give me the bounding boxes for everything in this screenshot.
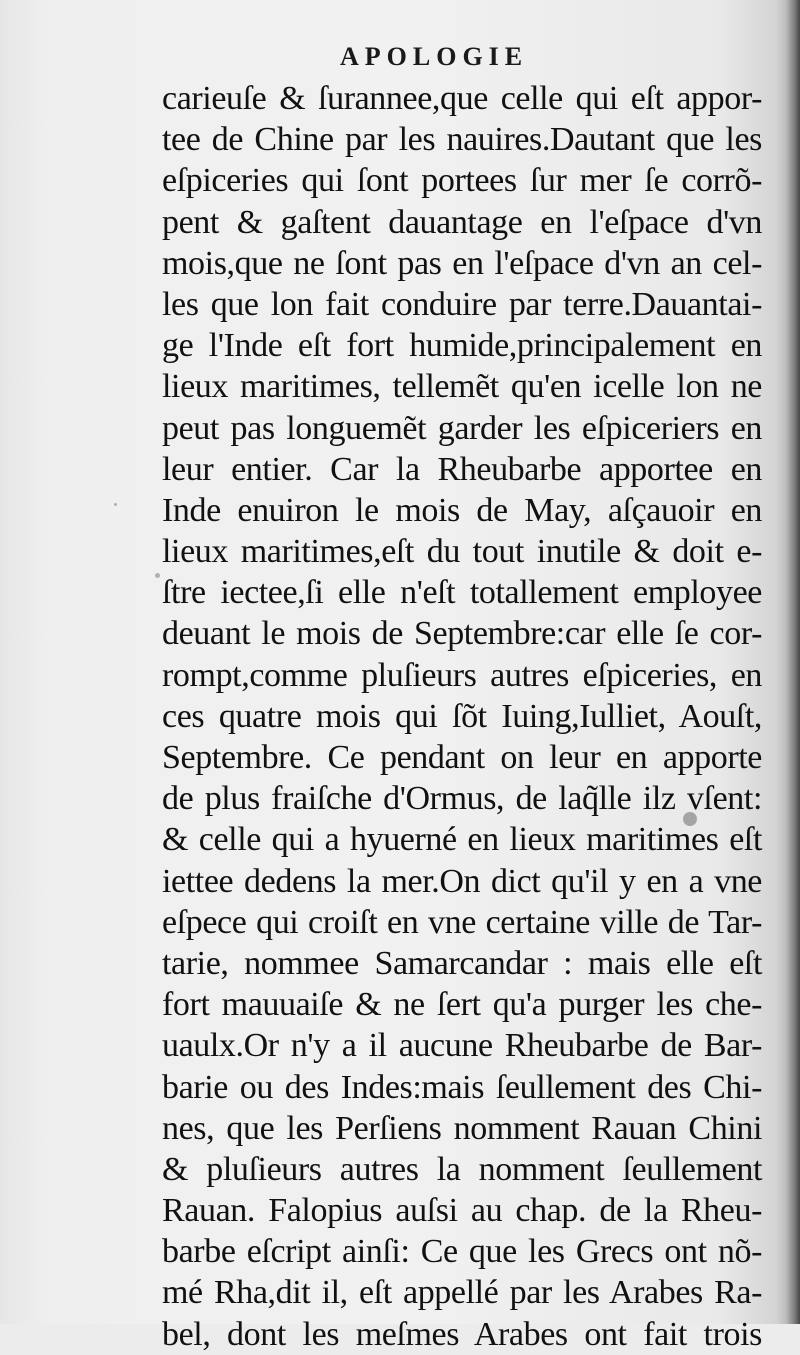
- text-line: Septembre. Ce pendant on leur en apporte: [162, 739, 762, 776]
- text-line: fort mauuaiſe & ne ſert qu'a purger les che-: [162, 986, 762, 1024]
- text-line: barbe eſcript ainſi: Ce que les Grecs ont nõ-: [162, 1233, 762, 1271]
- ink-speck: [683, 812, 697, 826]
- body-text: [162, 78, 762, 1355]
- text-line: eſpiceries qui ſont portees ſur mer ſe corrõ-: [162, 162, 762, 200]
- text-line: de plus fraiſche d'Ormus, de laq̃lle ilz vſent:: [162, 780, 762, 818]
- text-line: barie ou des Indes:mais ſeullement des Chi-: [162, 1068, 762, 1106]
- text-line: les que lon fait conduire par terre.Dauantai-: [162, 285, 762, 323]
- ink-speck: [155, 573, 160, 578]
- text-line: Inde enuiron le mois de May, aſçauoir en: [162, 491, 762, 529]
- text-line: tee de Chine par les nauires.Dautant que les: [162, 121, 762, 159]
- text-line: nes, que les Perſiens nomment Rauan Chini: [162, 1109, 762, 1147]
- text-line: lieux maritimes, tellemẽt qu'en icelle lon ne: [162, 368, 762, 406]
- text-line: iettee dedens la mer.On dict qu'il y en a vne: [162, 862, 762, 900]
- page-edge-shadow: [786, 0, 800, 1324]
- running-head: APOLOGIE: [340, 42, 529, 71]
- text-line: pent & gaſtent dauantage en l'eſpace d'vn: [162, 203, 762, 241]
- text-line: mois,que ne ſont pas en l'eſpace d'vn an cel-: [162, 244, 762, 282]
- text-line: deuant le mois de Septembre:car elle ſe cor-: [162, 615, 762, 653]
- text-line: eſpece qui croiſt en vne certaine ville de Tar-: [162, 903, 762, 941]
- text-line: rompt,comme pluſieurs autres eſpiceries, en: [162, 656, 762, 694]
- text-line: tarie, nommee Samarcandar : mais elle eſt: [162, 944, 762, 982]
- text-line: carieuſe & ſurannee,que celle qui eſt appor-: [162, 80, 762, 117]
- text-line: ge l'Inde eſt fort humide,principalement en: [162, 327, 762, 365]
- text-line: peut pas longuemẽt garder les eſpiceriers en: [162, 409, 762, 447]
- text-line: bel, dont les meſmes Arabes ont fait trois: [162, 1315, 762, 1353]
- text-line: uaulx.Or n'y a il aucune Rheubarbe de Bar-: [162, 1027, 762, 1065]
- ink-speck: [114, 503, 117, 506]
- text-line: ſtre iectee,ſi elle n'eſt totallement employee: [162, 574, 762, 612]
- text-line: ces quatre mois qui ſõt Iuing,Iulliet, Aouſt,: [162, 697, 762, 735]
- text-line: mé Rha,dit il, eſt appellé par les Arabes Ra-: [162, 1274, 762, 1312]
- text-line: & pluſieurs autres la nomment ſeullement: [162, 1150, 762, 1188]
- text-line: leur entier. Car la Rheubarbe apportee en: [162, 450, 762, 488]
- text-line: Rauan. Falopius auſsi au chap. de la Rheu-: [162, 1192, 762, 1230]
- text-line: lieux maritimes,eſt du tout inutile & doit e-: [162, 533, 762, 571]
- text-line: & celle qui a hyuerné en lieux maritimes eſt: [162, 821, 762, 859]
